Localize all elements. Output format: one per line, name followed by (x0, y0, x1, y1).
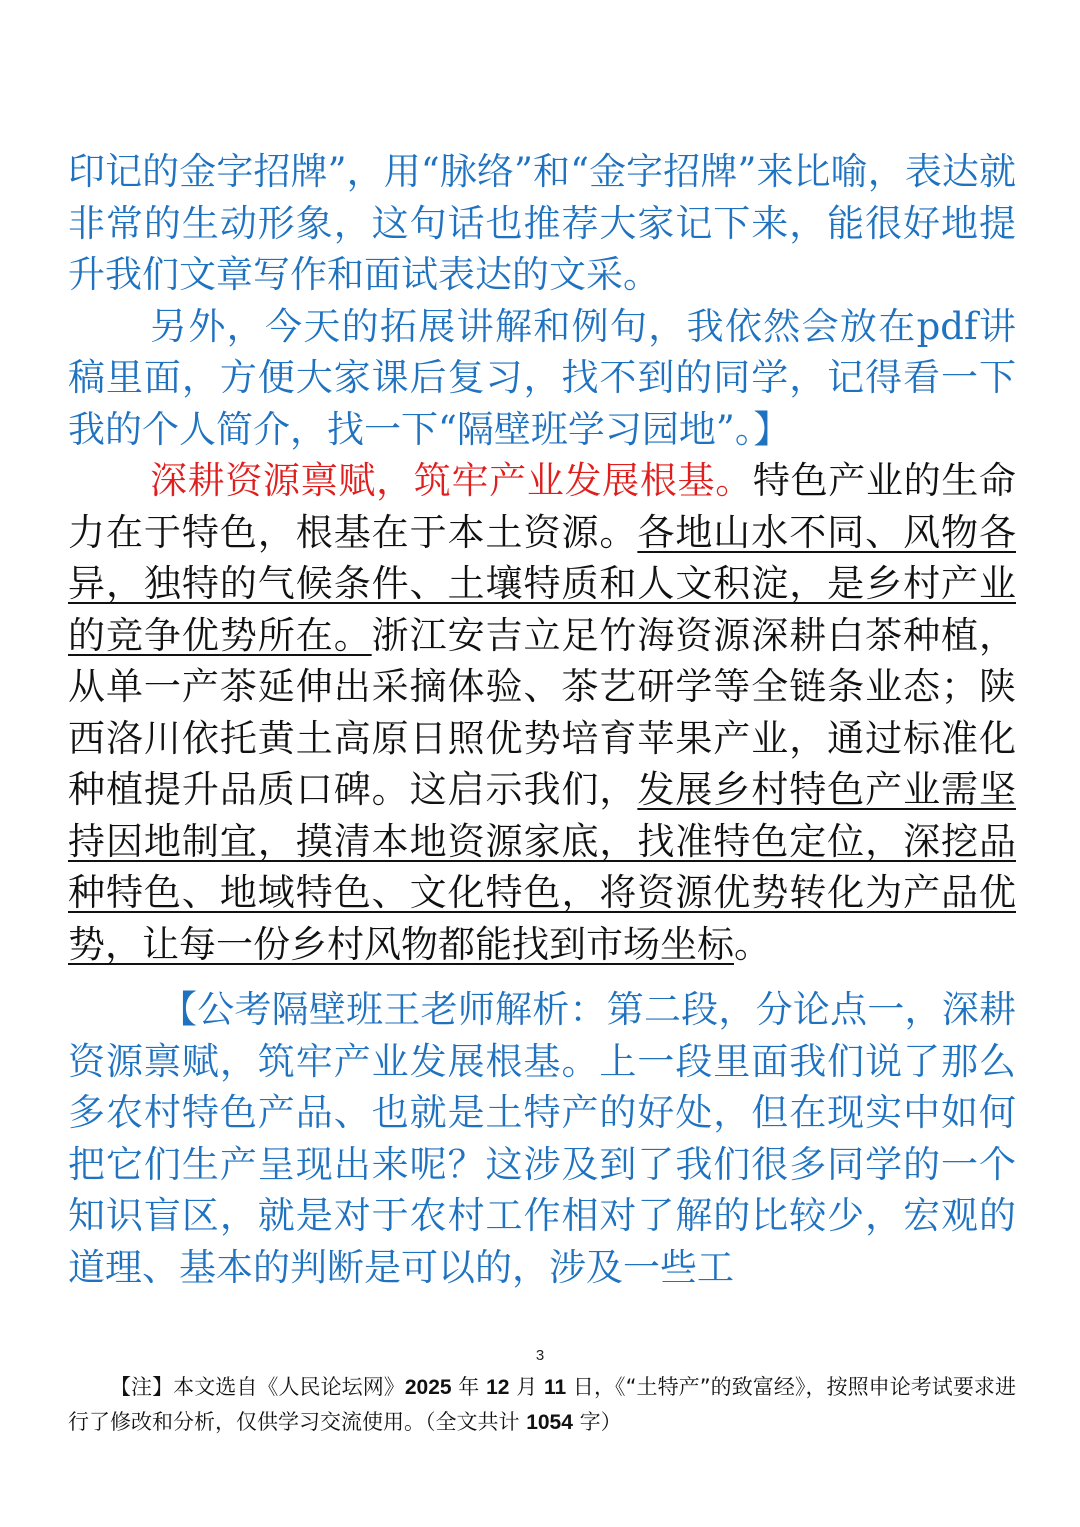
body-sentence: 特色产业的生命力在于特色，根基在于本土资源。 (68, 459, 1017, 554)
paragraph-note (68, 301, 1016, 456)
body-sentence: 浙江安吉立足竹海资源深耕白茶种植，从单一产茶延伸出采摘体验、茶艺研学等全链条业态；陕西洛川依托黄土高原日照优势培育苹果产业，通过标准化种植提升品质口碑。这启示我们， (68, 613, 1017, 811)
subpoint-heading: 深耕资源禀赋，筑牢产业发展根基。 (150, 459, 753, 502)
footnote-day: 11 (543, 1376, 567, 1399)
footnote (68, 1370, 1016, 1440)
page-number: 3 (535, 1347, 545, 1364)
footnote-word-count: 1054 (526, 1411, 573, 1434)
paragraph-body (68, 455, 1016, 970)
paragraph-commentary-end (68, 146, 1016, 301)
footnote-text: 【注】本文选自《人民论坛网》 (110, 1375, 405, 1399)
paragraph-analysis (68, 984, 1016, 1293)
paragraph-text: 印记的金字招牌”，用“脉络”和“金字招牌”来比喻，表达就非常的生动形象，这句话也推荐大家记下来，能很好地提升我们文章写作和面试表达的文采。 (68, 150, 1016, 296)
footnote-year: 2025 (404, 1376, 452, 1399)
footnote-text: 年 (451, 1375, 487, 1399)
footnote-text: 字） (572, 1410, 622, 1434)
paragraph-text: 【公考隔壁班王老师解析：第二段，分论点一，深耕资源禀赋，筑牢产业发展根基。上一段里面我们说了那么多农村特色产品、也就是土特产的好处，但在现实中如何把它们生产呈现出来呢？这涉及到了我们很多同学的一个知识盲区，就是对于农村工作相对了解的比较少，宏观的道理、基本的判断是可以的，涉及一些工 (68, 988, 1016, 1289)
underlined-sentence: 各地山水不同、风物各异，独特的气候条件、土壤特质和人文积淀，是乡村产业的竞争优势所在。 (68, 510, 1016, 657)
footnote-text: 月 (509, 1375, 544, 1399)
footnote-text: 日，《“土特产”的致富经》，按照申论考试要求进行了修改和分析，仅供学习交流使用。（全文共计 (68, 1375, 1016, 1434)
body-sentence: 。 (734, 922, 771, 966)
footnote-month: 12 (486, 1376, 510, 1399)
paragraph-text: 另外，今天的拓展讲解和例句，我依然会放在pdf讲稿里面，方便大家课后复习，找不到的同学，记得看一下我的个人简介，找一下“隔壁班学习园地”。】 (68, 304, 1016, 451)
text-column (68, 146, 1016, 1293)
underlined-sentence: 发展乡村特色产业需坚持因地制宜，摸清本地资源家底，找准特色定位，深挖品种特色、地域特色、文化特色，将资源优势转化为产品优势，让每一份乡村风物都能找到市场坐标 (68, 768, 1016, 966)
